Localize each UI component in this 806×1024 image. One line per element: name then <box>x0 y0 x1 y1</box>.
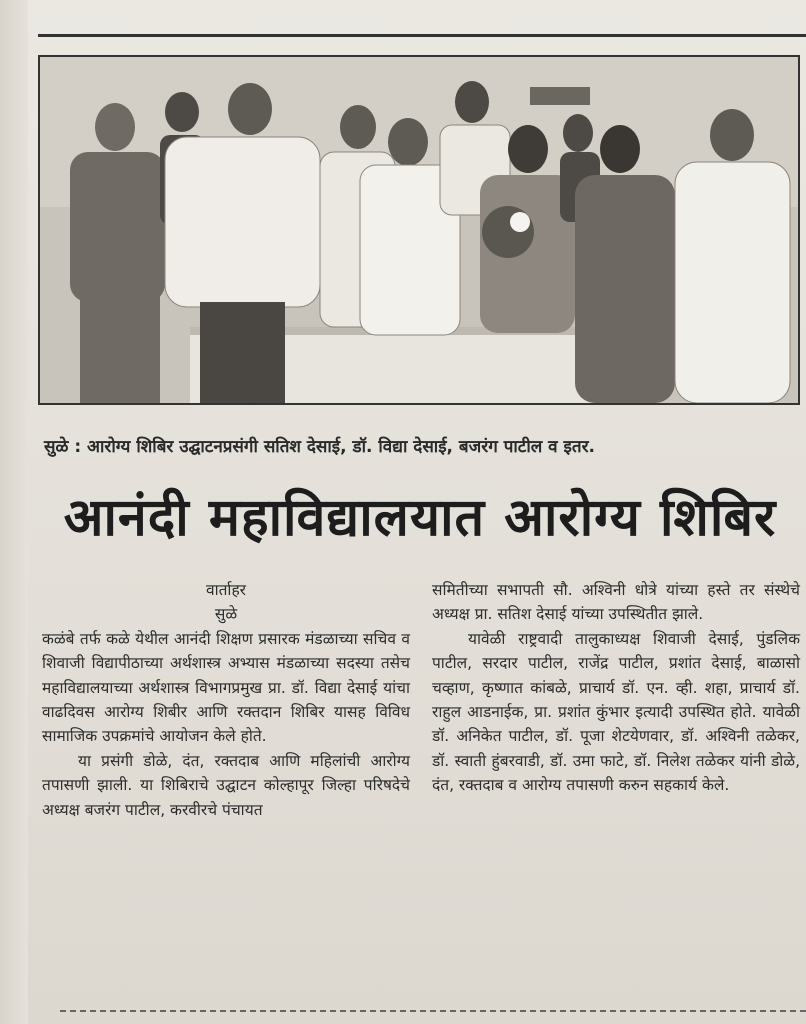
page-edge-shadow <box>0 0 28 1024</box>
paragraph: कळंबे तर्फ कळे येथील आनंदी शिक्षण प्रसारक मंडळाच्या सचिव व शिवाजी विद्यापीठाच्या अर्थशास्त्र अभ्यास मंडळाच्या सदस्या तसेच महाविद्यालयाच्या अर्थशास्त्र विभागप्रमुख प्रा. डॉ. विद्या देसाई यांचा वाढदिवस आरोग्य शिबीर आणि रक्तदान शिबिर यासह विविध सामाजिक उपक्रमांचे आयोजन केले होते. <box>42 629 410 746</box>
photo-caption: सुळे : आरोग्य शिबिर उद्घाटनप्रसंगी सतिश देसाई, डॉ. विद्या देसाई, बजरंग पाटील व इतर. <box>44 437 595 457</box>
article-column-left <box>42 578 410 822</box>
byline-place: सुळे <box>214 605 238 624</box>
byline-author: वार्ताहर <box>205 581 247 599</box>
paragraph: समितीच्या सभापती सौ. अश्विनी धोत्रे यांच्या हस्ते तर संस्थेचे अध्यक्ष प्रा. सतिश देसाई यांच्या उपस्थितीत झाले. <box>432 581 800 624</box>
news-photo <box>38 55 800 405</box>
group-photo-illustration <box>40 57 798 403</box>
byline <box>42 578 410 627</box>
article-headline: आनंदी महाविद्यालयात आरोग्य शिबिर <box>63 488 777 548</box>
paragraph: या प्रसंगी डोळे, दंत, रक्तदाब आणि महिलांची आरोग्य तपासणी झाली. या शिबिराचे उद्घाटन कोल्हापूर जिल्हा परिषदेचे अध्यक्ष बजरंग पाटील, करवीरचे पंचायत <box>42 751 410 819</box>
paragraph: यावेळी राष्ट्रवादी तालुकाध्यक्ष शिवाजी देसाई, पुंडलिक पाटील, सरदार पाटील, राजेंद्र पाटील, प्रशांत देसाई, बाळासो चव्हाण, कृष्णात कांबळे, प्राचार्य डॉ. एन. व्ही. शहा, प्राचार्य डॉ. राहुल आडनाईक, प्रा. प्रशांत कुंभार इत्यादी उपस्थित होते. यावेळी डॉ. अनिकेत पाटील, डॉ. पूजा शेटयेणवार, डॉ. अश्विनी तळेकर, डॉ. स्वाती हुंबरवाडी, डॉ. उमा फाटे, डॉ. निलेश तळेकर यांनी डोळे, दंत, रक्तदाब व आरोग्य तपासणी करुन सहकार्य केले. <box>432 629 800 795</box>
article-column-right <box>432 578 800 798</box>
top-rule <box>38 34 806 37</box>
bottom-rule <box>60 1010 806 1024</box>
